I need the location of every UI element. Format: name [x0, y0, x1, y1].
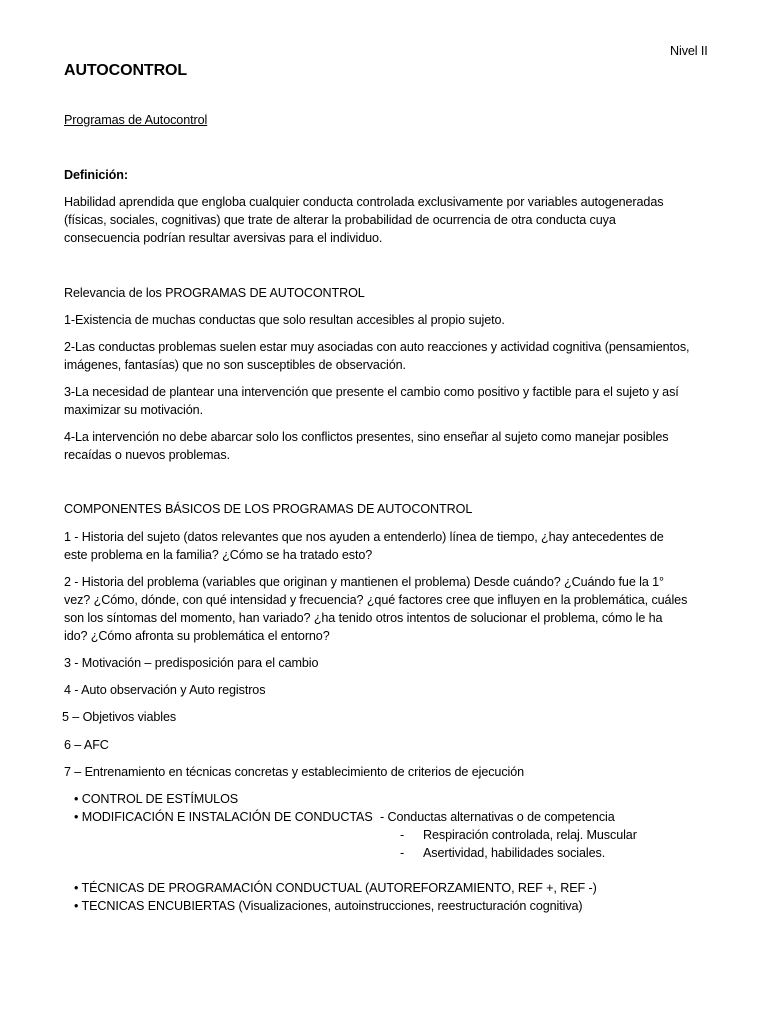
level-label: Nivel II [670, 44, 708, 58]
component-item-6 [64, 736, 724, 754]
relevance-item-3 [64, 383, 724, 419]
component-line: 1 - Historia del sujeto (datos relevantes que nos ayuden a entenderlo) línea de tiempo, ¿hay antecedentes de [64, 530, 664, 544]
definition-heading: Definición: [64, 168, 128, 182]
component-item-3 [64, 654, 724, 672]
sub-dash: - [400, 828, 405, 842]
document-title: AUTOCONTROL [64, 62, 188, 79]
definition-line: Habilidad aprendida que engloba cualquier conducta controlada exclusivamente por variables autogeneradas [64, 195, 664, 209]
sub-item-asertividad: Asertividad, habilidades sociales. [423, 846, 606, 860]
component-line: son los síntomas del momento, han variado? ¿ha tenido otros intentos de solucionar el problema, cómo le ha [64, 611, 663, 625]
component-line: 7 – Entrenamiento en técnicas concretas y establecimiento de criterios de ejecución [64, 765, 525, 779]
relevance-heading: Relevancia de los PROGRAMAS DE AUTOCONTROL [64, 286, 365, 300]
relevance-line: imágenes, fantasías) que no son susceptibles de observación. [64, 358, 406, 372]
bullet-programacion: • TÉCNICAS DE PROGRAMACIÓN CONDUCTUAL (AUTOREFORZAMIENTO, REF +, REF -) [74, 881, 597, 895]
component-line: ido? ¿Cómo afronta su problemática el entorno? [64, 629, 330, 643]
relevance-item-2 [64, 338, 724, 374]
relevance-item-4 [64, 428, 724, 464]
component-item-4 [64, 681, 724, 699]
definition-paragraph [64, 193, 724, 247]
bullet-encubiertas: • TECNICAS ENCUBIERTAS (Visualizaciones, autoinstrucciones, reestructuración cognitiva) [74, 899, 583, 913]
components-heading: COMPONENTES BÁSICOS DE LOS PROGRAMAS DE AUTOCONTROL [64, 502, 473, 516]
component-line: 6 – AFC [64, 738, 109, 752]
definition-line: consecuencia podrían resultar aversivas para el individuo. [64, 231, 383, 245]
relevance-line: maximizar su motivación. [64, 403, 203, 417]
component-item-5 [62, 708, 722, 726]
relevance-line: 3-La necesidad de plantear una intervención que presente el cambio como positivo y factible para el sujeto y así [64, 385, 679, 399]
document-subtitle: Programas de Autocontrol [64, 113, 208, 127]
relevance-line: 2-Las conductas problemas suelen estar muy asociadas con auto reacciones y actividad cognitiva (pensamientos, [64, 340, 690, 354]
component-line: 3 - Motivación – predisposición para el cambio [64, 656, 319, 670]
relevance-line: 4-La intervención no debe abarcar solo los conflictos presentes, sino enseñar al sujeto como manejar posibles [64, 430, 669, 444]
bullet-modificacion-side: - Conductas alternativas o de competencia [380, 810, 615, 824]
component-line: 2 - Historia del problema (variables que originan y mantienen el problema) Desde cuándo? ¿Cuándo fue la 1° [64, 575, 664, 589]
component-line: este problema en la familia? ¿Cómo se ha tratado esto? [64, 548, 373, 562]
sub-item-respiracion: Respiración controlada, relaj. Muscular [423, 828, 637, 842]
bullet-control-estimulos: • CONTROL DE ESTÍMULOS [74, 792, 239, 806]
component-item-2 [64, 573, 724, 645]
component-line: 5 – Objetivos viables [62, 710, 177, 724]
definition-line: (físicas, sociales, cognitivas) que trate de alterar la probabilidad de ocurrencia de otra conducta cuya [64, 213, 616, 227]
component-line: vez? ¿Cómo, dónde, con qué intensidad y frecuencia? ¿qué factores cree que influyen en la problemática, cuáles [64, 593, 688, 607]
component-item-1 [64, 528, 724, 564]
sub-dash: - [400, 846, 405, 860]
relevance-item-1 [64, 311, 724, 329]
relevance-line: 1-Existencia de muchas conductas que solo resultan accesibles al propio sujeto. [64, 313, 505, 327]
component-item-7 [64, 763, 724, 781]
bullet-modificacion: • MODIFICACIÓN E INSTALACIÓN DE CONDUCTAS [74, 810, 373, 824]
component-line: 4 - Auto observación y Auto registros [64, 683, 266, 697]
relevance-line: recaídas o nuevos problemas. [64, 448, 230, 462]
